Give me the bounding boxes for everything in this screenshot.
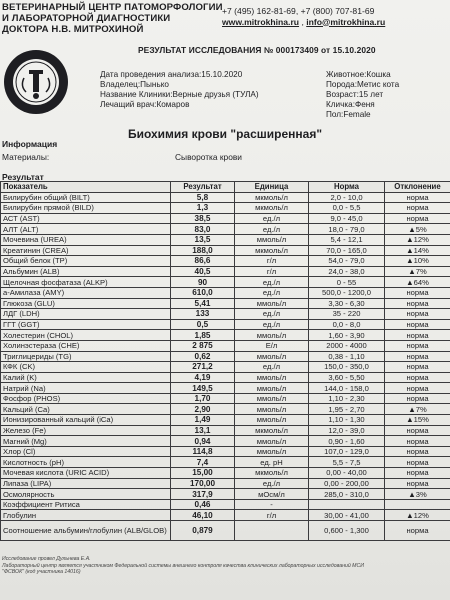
row-unit: мкмоль/л [235, 203, 309, 214]
row-unit: мОсм/л [235, 489, 309, 500]
row-norm: 1,10 - 1,30 [309, 415, 385, 426]
row-norm: 0,0 - 8,0 [309, 319, 385, 330]
row-norm: 0 - 55 [309, 277, 385, 288]
row-deviation: норма [385, 478, 450, 489]
table-row [1, 309, 450, 320]
results-table [0, 181, 450, 541]
row-name: Ионизированный кальций (iCa) [1, 415, 171, 426]
row-name: Коэффициент Ритиса [1, 499, 171, 510]
row-unit [235, 521, 309, 541]
row-unit: ммоль/л [235, 436, 309, 447]
table-row [1, 319, 450, 330]
row-unit: ед./л [235, 224, 309, 235]
material-value: Сыворотка крови [175, 152, 242, 162]
row-norm: 144,0 - 158,0 [309, 383, 385, 394]
row-deviation: ▲15% [385, 415, 450, 426]
veterinary-center-seal-icon [2, 48, 70, 116]
row-result: 46,10 [171, 510, 235, 521]
row-deviation: норма [385, 213, 450, 224]
row-result: 149,5 [171, 383, 235, 394]
row-norm: 0,00 - 40,00 [309, 468, 385, 479]
row-name: Хлор (Cl) [1, 446, 171, 457]
table-row [1, 499, 450, 510]
row-deviation: норма [385, 457, 450, 468]
table-header-row [1, 182, 450, 193]
detail-row: Животное:Кошка [326, 70, 391, 79]
row-name: Мочевая кислота (URIC ACID) [1, 468, 171, 479]
row-unit: г/л [235, 256, 309, 267]
table-row [1, 457, 450, 468]
row-result: 90 [171, 277, 235, 288]
row-deviation: норма [385, 425, 450, 436]
detail-row: Дата проведения анализа:15.10.2020 [100, 70, 243, 79]
row-norm: 1,60 - 3,90 [309, 330, 385, 341]
row-name: Билирубин прямой (BILD) [1, 203, 171, 214]
row-deviation: ▲7% [385, 404, 450, 415]
row-name: Креатинин (CREA) [1, 245, 171, 256]
row-name: Липаза (LIPA) [1, 478, 171, 489]
row-deviation: ▲3% [385, 489, 450, 500]
row-unit: мкмоль/л [235, 468, 309, 479]
row-result: 83,0 [171, 224, 235, 235]
lab-name [2, 2, 223, 35]
row-deviation: норма [385, 340, 450, 351]
row-norm: 2000 - 4000 [309, 340, 385, 351]
row-unit: ед./л [235, 213, 309, 224]
row-norm: 285,0 - 310,0 [309, 489, 385, 500]
table-row [1, 234, 450, 245]
row-name: Осмолярность [1, 489, 171, 500]
table-row [1, 415, 450, 426]
row-deviation: норма [385, 298, 450, 309]
table-row [1, 224, 450, 235]
column-header: Единица [235, 182, 309, 193]
table-row [1, 266, 450, 277]
column-header: Норма [309, 182, 385, 193]
row-name: Кислотность (pH) [1, 457, 171, 468]
row-result: 0,879 [171, 521, 235, 541]
row-name: Альбумин (ALB) [1, 266, 171, 277]
row-result: 5,41 [171, 298, 235, 309]
email-link[interactable]: info@mitrokhina.ru [306, 16, 386, 27]
row-unit: ед./л [235, 478, 309, 489]
row-norm: 5,5 - 7,5 [309, 457, 385, 468]
row-result: 0,5 [171, 319, 235, 330]
row-deviation: норма [385, 372, 450, 383]
table-row [1, 203, 450, 214]
row-norm [309, 499, 385, 510]
row-deviation: норма [385, 393, 450, 404]
row-norm: 1,10 - 2,30 [309, 393, 385, 404]
row-unit: мкмоль/л [235, 425, 309, 436]
table-row [1, 277, 450, 288]
row-unit: ед./л [235, 319, 309, 330]
row-result: 610,0 [171, 287, 235, 298]
row-norm: 0,600 - 1,300 [309, 521, 385, 541]
column-header: Отклонение [385, 182, 450, 193]
table-row [1, 372, 450, 383]
row-deviation: ▲12% [385, 234, 450, 245]
row-deviation: ▲5% [385, 224, 450, 235]
row-result: 13,1 [171, 425, 235, 436]
row-unit: - [235, 499, 309, 510]
section-title: Биохимия крови "расширенная" [127, 127, 323, 141]
row-result: 0,46 [171, 499, 235, 510]
column-header: Результат [171, 182, 235, 193]
row-result: 1,85 [171, 330, 235, 341]
row-norm: 18,0 - 79,0 [309, 224, 385, 235]
row-name: а-Амилаза (AMY) [1, 287, 171, 298]
row-name: Соотношение альбумин/глобулин (ALB/GLOB) [1, 521, 171, 541]
row-deviation: норма [385, 446, 450, 457]
footer-line: Лабораторный центр является участником Федеральной системы внешнего контроля качества клинических лабораторных исследований МСИ [2, 562, 364, 569]
table-row [1, 192, 450, 203]
detail-row: Название Клиники:Верные друзья (ТУЛА) [100, 90, 259, 99]
row-deviation: норма [385, 362, 450, 373]
row-deviation: ▲14% [385, 245, 450, 256]
table-row [1, 425, 450, 436]
row-name: Холестерин (CHOL) [1, 330, 171, 341]
row-norm: 150,0 - 350,0 [309, 362, 385, 373]
row-deviation: норма [385, 287, 450, 298]
row-result: 2 875 [171, 340, 235, 351]
detail-row: Порода:Метис кота [326, 80, 400, 89]
table-row [1, 521, 450, 541]
row-unit: ед./л [235, 287, 309, 298]
detail-row: Пол:Female [326, 110, 371, 119]
row-unit: мкмоль/л [235, 245, 309, 256]
row-unit: ммоль/л [235, 383, 309, 394]
row-result: 5,8 [171, 192, 235, 203]
row-result: 271,2 [171, 362, 235, 373]
report-title: РЕЗУЛЬТАТ ИССЛЕДОВАНИЯ № 000173409 от 15.10.2020 [138, 45, 376, 55]
result-title: Результат [2, 172, 44, 182]
row-deviation [385, 499, 450, 510]
row-name: ЛДГ (LDH) [1, 309, 171, 320]
phones: +7 (495) 162-81-69, +7 (800) 707-81-69 [222, 6, 375, 16]
row-name: АЛТ (ALT) [1, 224, 171, 235]
row-unit: ммоль/л [235, 415, 309, 426]
table-row [1, 330, 450, 341]
row-result: 1,3 [171, 203, 235, 214]
table-row [1, 510, 450, 521]
row-name: Фосфор (PHOS) [1, 393, 171, 404]
row-norm: 70,0 - 165,0 [309, 245, 385, 256]
material-label: Материалы: [2, 152, 50, 162]
row-name: ГГТ (GGT) [1, 319, 171, 330]
column-header: Показатель [1, 182, 171, 193]
footer [2, 556, 364, 576]
detail-row: Кличка:Феня [326, 100, 375, 109]
row-unit: ммоль/л [235, 298, 309, 309]
row-unit: ммоль/л [235, 351, 309, 362]
row-norm: 0,00 - 200,00 [309, 478, 385, 489]
row-norm: 24,0 - 38,0 [309, 266, 385, 277]
row-result: 0,62 [171, 351, 235, 362]
table-row [1, 256, 450, 267]
table-row [1, 436, 450, 447]
detail-row: Владелец:Пынько [100, 80, 169, 89]
row-deviation: ▲10% [385, 256, 450, 267]
table-row [1, 446, 450, 457]
contacts: +7 (495) 162-81-69, +7 (800) 707-81-69 www.mitrokhina.ru , info@mitrokhina.ru [222, 6, 386, 27]
report-details-left [100, 70, 259, 110]
row-norm: 1,95 - 2,70 [309, 404, 385, 415]
footer-line: "ФСВОК" (код участника 14016) [2, 569, 81, 575]
row-unit: ммоль/л [235, 372, 309, 383]
table-row [1, 287, 450, 298]
row-deviation: ▲7% [385, 266, 450, 277]
table-row [1, 245, 450, 256]
row-name: Магний (Mg) [1, 436, 171, 447]
row-unit: ед. рН [235, 457, 309, 468]
table-row [1, 478, 450, 489]
row-name: АСТ (AST) [1, 213, 171, 224]
row-norm: 3,30 - 6,30 [309, 298, 385, 309]
detail-row: Лечащий врач:Комаров [100, 100, 190, 109]
row-norm: 0,90 - 1,60 [309, 436, 385, 447]
row-norm: 107,0 - 129,0 [309, 446, 385, 457]
row-deviation: норма [385, 351, 450, 362]
row-unit: ед./л [235, 277, 309, 288]
row-unit: ммоль/л [235, 330, 309, 341]
row-deviation: норма [385, 192, 450, 203]
row-norm: 0,0 - 5,5 [309, 203, 385, 214]
row-name: Натрий (Na) [1, 383, 171, 394]
row-result: 317,9 [171, 489, 235, 500]
table-row [1, 489, 450, 500]
row-name: КФК (CK) [1, 362, 171, 373]
row-name: Триглицериды (TG) [1, 351, 171, 362]
row-unit: ммоль/л [235, 393, 309, 404]
row-name: Глобулин [1, 510, 171, 521]
table-row [1, 404, 450, 415]
row-result: 0,94 [171, 436, 235, 447]
row-name: Глюкоза (GLU) [1, 298, 171, 309]
row-name: Общий белок (TP) [1, 256, 171, 267]
row-result: 86,6 [171, 256, 235, 267]
table-row [1, 298, 450, 309]
row-norm: 500,0 - 1200,0 [309, 287, 385, 298]
row-result: 188,0 [171, 245, 235, 256]
table-row [1, 393, 450, 404]
row-name: Железо (Fe) [1, 425, 171, 436]
row-norm: 54,0 - 79,0 [309, 256, 385, 267]
row-deviation: норма [385, 309, 450, 320]
row-result: 1,70 [171, 393, 235, 404]
detail-row: Возраст:15 лет [326, 90, 384, 99]
row-result: 13,5 [171, 234, 235, 245]
row-unit: мкмоль/л [235, 192, 309, 203]
row-deviation: ▲64% [385, 277, 450, 288]
row-result: 114,8 [171, 446, 235, 457]
table-row [1, 362, 450, 373]
row-deviation: норма [385, 436, 450, 447]
row-result: 7,4 [171, 457, 235, 468]
row-deviation: норма [385, 319, 450, 330]
table-row [1, 213, 450, 224]
row-norm: 35 - 220 [309, 309, 385, 320]
row-unit: Е/л [235, 340, 309, 351]
website-link[interactable]: www.mitrokhina.ru [222, 16, 300, 27]
row-result: 2,90 [171, 404, 235, 415]
table-row [1, 468, 450, 479]
row-unit: ед./л [235, 309, 309, 320]
row-norm: 0,38 - 1,10 [309, 351, 385, 362]
row-unit: г/л [235, 510, 309, 521]
row-norm: 12,0 - 39,0 [309, 425, 385, 436]
row-name: Холинэстераза (CHE) [1, 340, 171, 351]
report-details-right [326, 70, 399, 120]
lab-name-line: ВЕТЕРИНАРНЫЙ ЦЕНТР ПАТОМОРФОЛОГИИ [2, 2, 223, 13]
row-deviation: норма [385, 330, 450, 341]
row-deviation: норма [385, 468, 450, 479]
row-result: 1,49 [171, 415, 235, 426]
info-title: Информация [2, 139, 58, 149]
lab-name-line: ДОКТОРА Н.В. МИТРОХИНОЙ [2, 24, 144, 35]
row-result: 38,5 [171, 213, 235, 224]
row-norm: 30,00 - 41,00 [309, 510, 385, 521]
table-row [1, 351, 450, 362]
row-name: Мочевина (UREA) [1, 234, 171, 245]
table-row [1, 383, 450, 394]
row-result: 15,00 [171, 468, 235, 479]
row-name: Калий (K) [1, 372, 171, 383]
row-name: Щелочная фосфатаза (ALKP) [1, 277, 171, 288]
footer-line: Исследование провел Дульнева Е.А. [2, 556, 91, 562]
row-deviation: норма [385, 521, 450, 541]
row-unit: ммоль/л [235, 234, 309, 245]
lab-name-line: И ЛАБОРАТОРНОЙ ДИАГНОСТИКИ [2, 13, 171, 24]
row-norm: 9,0 - 45,0 [309, 213, 385, 224]
row-deviation: ▲12% [385, 510, 450, 521]
row-unit: г/л [235, 266, 309, 277]
row-deviation: норма [385, 383, 450, 394]
row-norm: 3,60 - 5,50 [309, 372, 385, 383]
row-deviation: норма [385, 203, 450, 214]
row-unit: ммоль/л [235, 446, 309, 457]
row-name: Кальций (Ca) [1, 404, 171, 415]
row-unit: ед./л [235, 362, 309, 373]
row-result: 4,19 [171, 372, 235, 383]
row-result: 133 [171, 309, 235, 320]
row-result: 170,00 [171, 478, 235, 489]
row-result: 40,5 [171, 266, 235, 277]
table-row [1, 340, 450, 351]
row-norm: 2,0 - 10,0 [309, 192, 385, 203]
row-norm: 5,4 - 12,1 [309, 234, 385, 245]
row-unit: ммоль/л [235, 404, 309, 415]
row-name: Билирубин общий (BILT) [1, 192, 171, 203]
